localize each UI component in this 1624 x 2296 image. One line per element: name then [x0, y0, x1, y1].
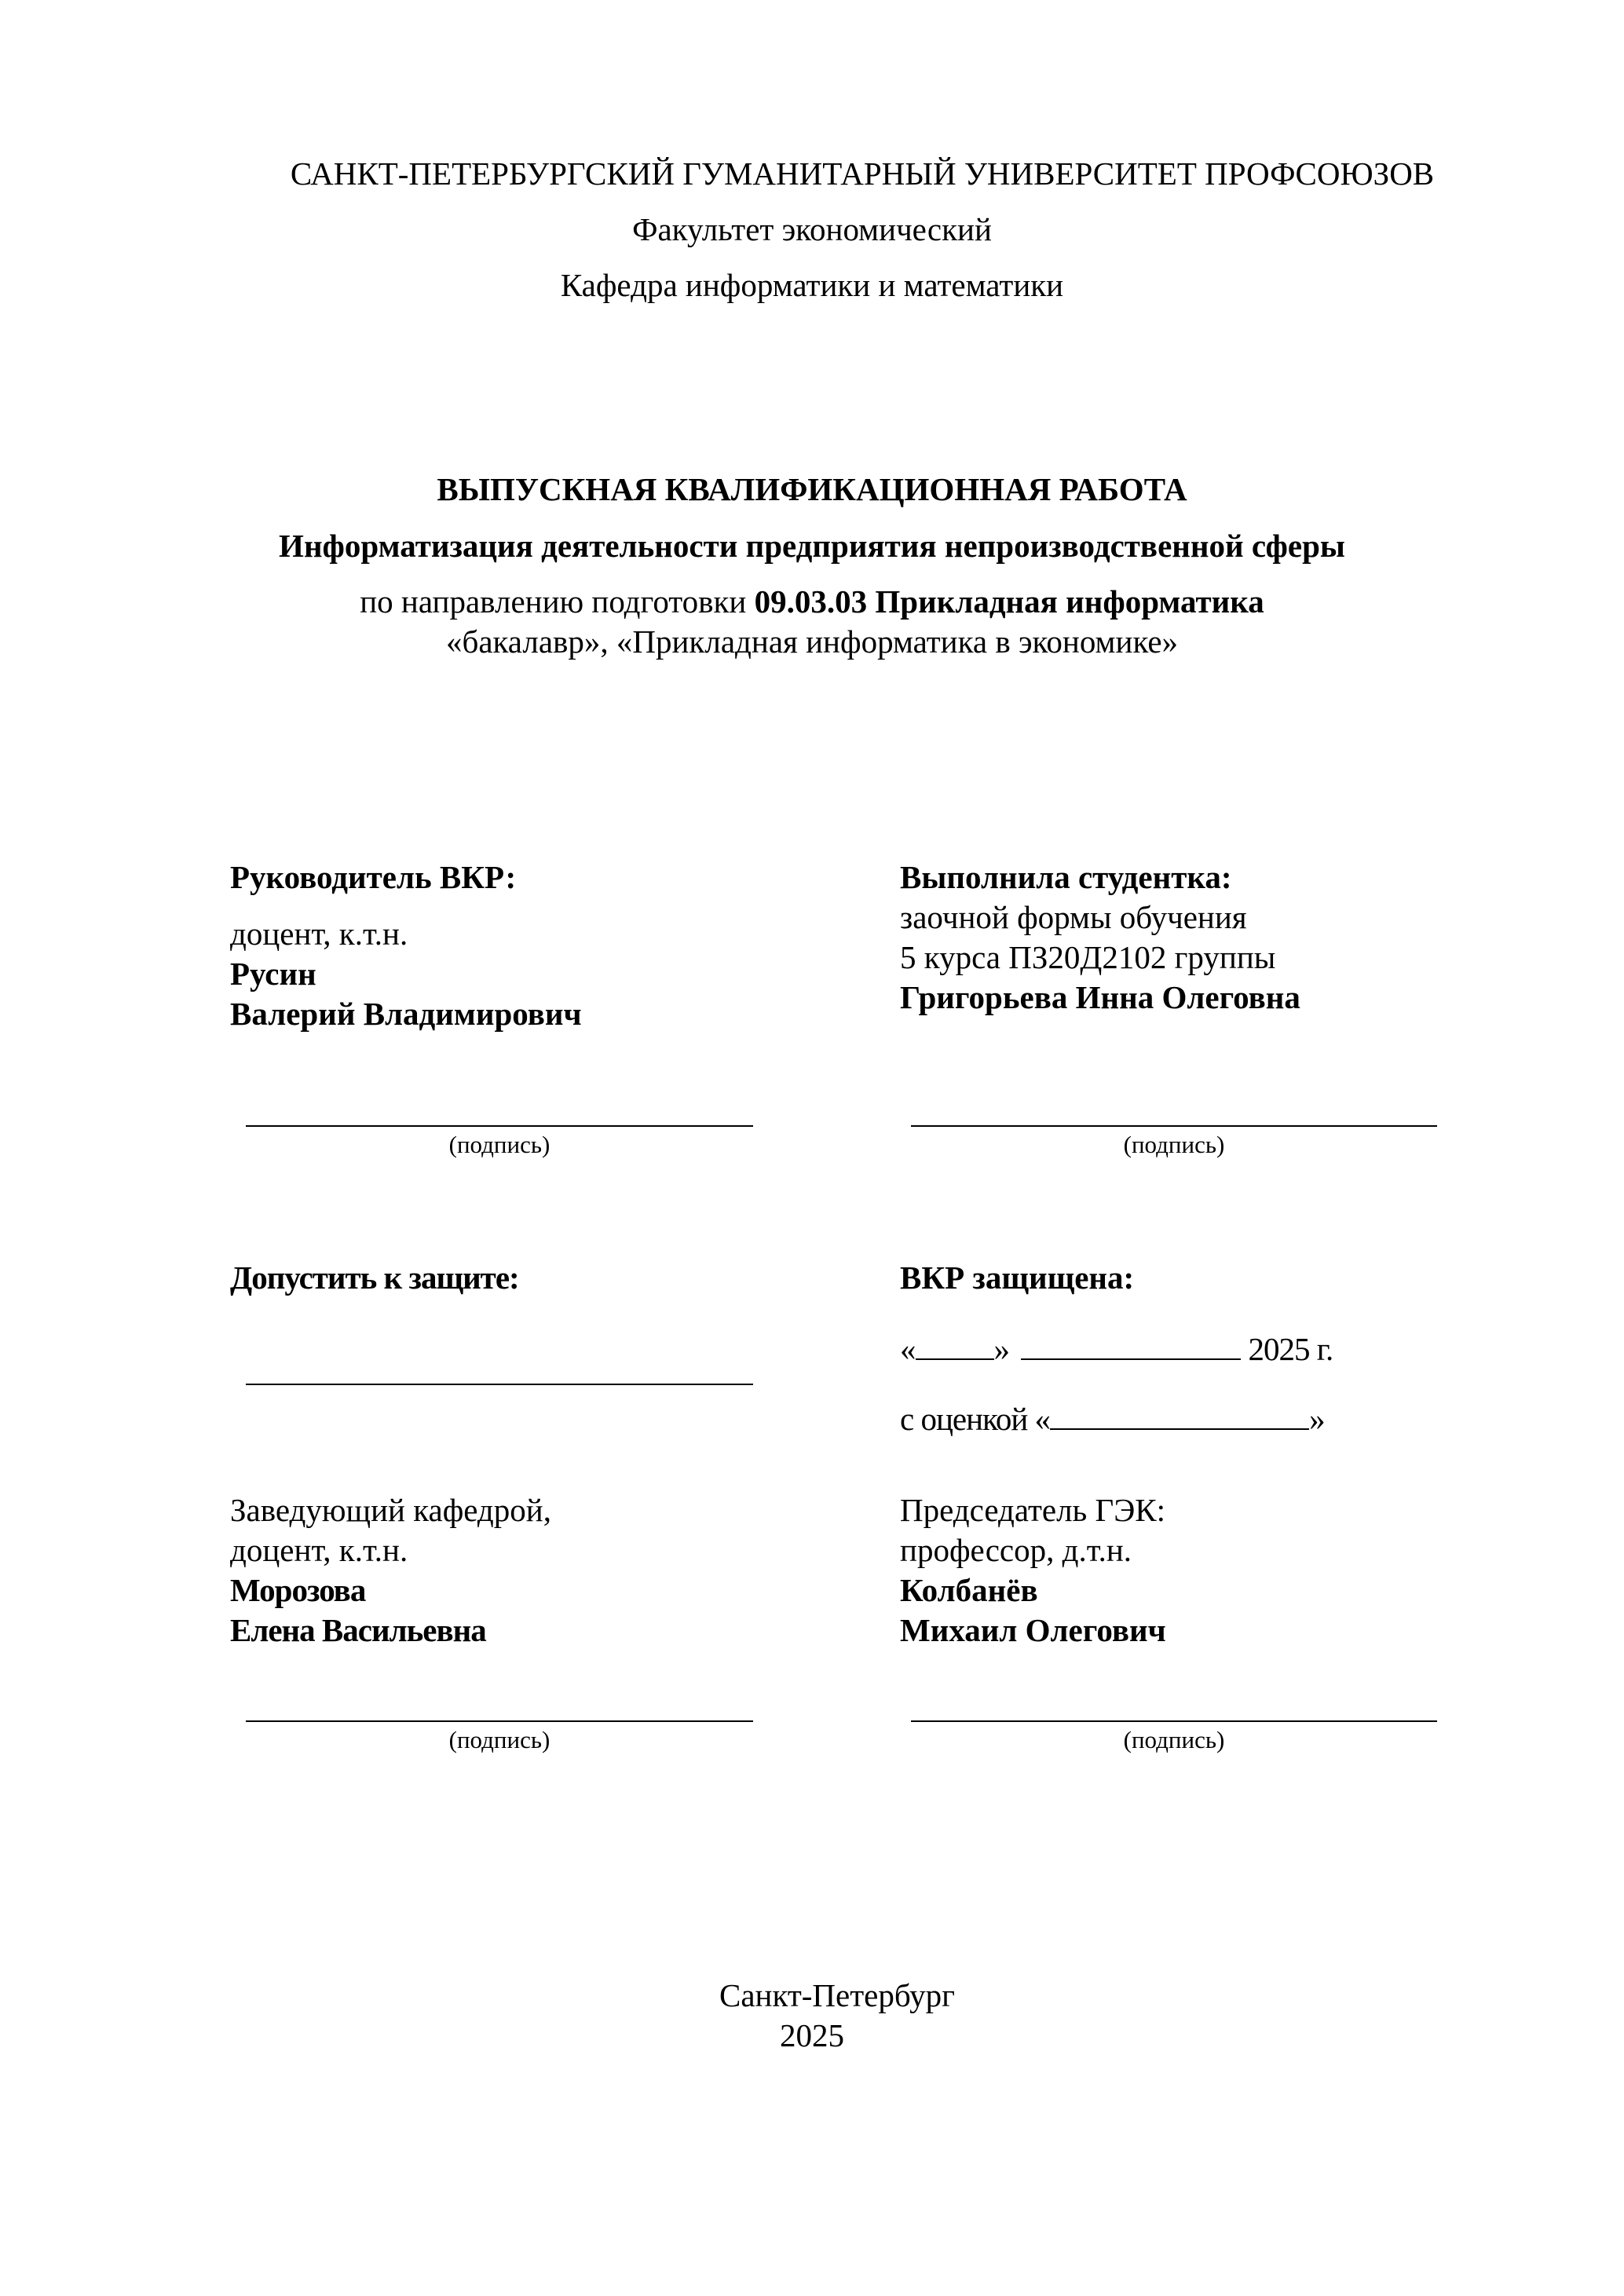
- head-of-department-title: Заведующий кафедрой,: [230, 1492, 551, 1528]
- defense-grade-suffix: »: [1309, 1401, 1325, 1437]
- supervisor-signature-line: [246, 1125, 753, 1127]
- student-group: 5 курса ПЗ20Д2102 группы: [900, 939, 1276, 975]
- footer-year: 2025: [780, 2017, 844, 2053]
- student-name: Григорьева Инна Олеговна: [900, 979, 1300, 1015]
- head-of-department-position: доцент, к.т.н.: [230, 1532, 408, 1568]
- supervisor-heading: Руководитель ВКР:: [230, 859, 517, 895]
- direction-line: [0, 582, 1624, 621]
- supervisor-position: доцент, к.т.н.: [230, 916, 408, 952]
- defense-grade-blank: [1050, 1405, 1309, 1430]
- chairman-position: профессор, д.т.н.: [900, 1532, 1132, 1568]
- defense-year: 2025 г.: [1248, 1331, 1333, 1367]
- admission-heading: Допустить к защите:: [230, 1260, 519, 1296]
- supervisor-name: Валерий Владимирович: [230, 996, 582, 1032]
- defense-date: [900, 1329, 1333, 1369]
- student-signature-line: [911, 1125, 1437, 1127]
- footer-city: Санкт-Петербург: [719, 1977, 955, 2013]
- defense-month-blank: [1021, 1335, 1241, 1360]
- chairman-signature-line: [911, 1720, 1437, 1722]
- direction-prefix: по направлению подготовки: [360, 583, 755, 620]
- chairman-signature-caption: (подпись): [1123, 1726, 1225, 1753]
- defense-heading: ВКР защищена:: [900, 1260, 1135, 1296]
- faculty-name: Факультет экономический: [632, 211, 992, 247]
- chairman-name: Михаил Олегович: [900, 1612, 1166, 1648]
- defense-date-open: «: [900, 1331, 916, 1367]
- head-of-department-signature-line: [246, 1720, 753, 1722]
- head-of-department-name: Елена Васильевна: [230, 1612, 486, 1648]
- defense-day-blank: [916, 1335, 994, 1360]
- defense-date-close: »: [993, 1331, 1009, 1367]
- student-signature-caption: (подпись): [1123, 1131, 1225, 1158]
- student-heading: Выполнила студентка:: [900, 859, 1232, 895]
- chairman-title: Председатель ГЭК:: [900, 1492, 1166, 1528]
- head-of-department-surname: Морозова: [230, 1572, 366, 1608]
- supervisor-signature-caption: (подпись): [448, 1131, 550, 1158]
- defense-grade-prefix: с оценкой «: [900, 1401, 1051, 1437]
- department-name: Кафедра информатики и математики: [560, 267, 1064, 303]
- chairman-surname: Колбанёв: [900, 1572, 1038, 1608]
- student-study-form: заочной формы обучения: [900, 899, 1247, 935]
- head-of-department-signature-caption: (подпись): [448, 1726, 550, 1753]
- work-type-title: ВЫПУСКНАЯ КВАЛИФИКАЦИОННАЯ РАБОТА: [437, 471, 1187, 507]
- supervisor-surname: Русин: [230, 956, 316, 992]
- university-name: САНКТ-ПЕТЕРБУРГСКИЙ ГУМАНИТАРНЫЙ УНИВЕРСИТЕТ ПРОФСОЮЗОВ: [290, 155, 1435, 192]
- defense-grade: [900, 1399, 1325, 1439]
- qualification-line: «бакалавр», «Прикладная информатика в экономике»: [445, 623, 1179, 660]
- work-topic: Информатизация деятельности предприятия непроизводственной сферы: [279, 528, 1345, 564]
- admission-signature-line: [246, 1384, 753, 1385]
- direction-code: 09.03.03 Прикладная информатика: [754, 583, 1264, 620]
